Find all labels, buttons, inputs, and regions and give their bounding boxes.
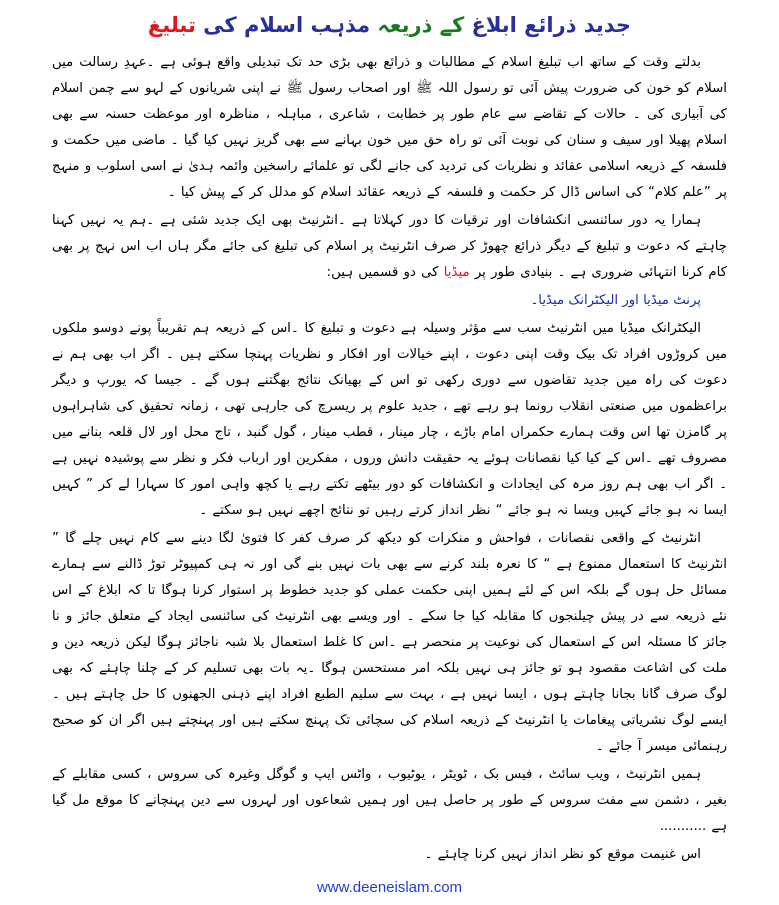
title-segment-3: مذہب اسلام کی [195, 13, 371, 37]
title-segment-1: جدید ذرائع ابلاغ [471, 13, 632, 37]
paragraph-3: الیکٹرانک میڈیا میں انٹرنیٹ سب سے مؤثر وسیلہ ہے دعوت و تبلیغ کا ۔اس کے ذریعہ ہم تقریباً پونے دوسو ملکوں میں کروڑوں افراد تک بیک وقت اپنی دعوت ، اپنے خیالات اور افکار و نظریات پہنچا سکتے ہیں ۔ اگر اب بھی ہم نے دعوت کی راہ میں جدید تقاضوں سے دوری رکھی تو اس کے بھیانک نتائج بھگتنے ہوں گے ۔ جیسا کہ یورپ و دیگر براعظموں میں صنعتی انقلاب رونما ہو رہے تھے ، جدید علوم پر ریسرچ کی جارہی تھی ، زمانہ تحقیق کی شاہراہوں پر گامزن تھا اس وقت ہمارے حکمراں امام باڑے ، چار مینار ، قطب مینار ، گول گنبد ، تاج محل اور لال قلعہ بنانے میں مصروف تھے ۔اس کے کیا کیا نقصانات ہوئے یہ حقیقت دانش وروں ، مفکرین اور ارباب فکر و نظر سے پوشیدہ نہیں ہے ۔ اگر اب بھی ہم روز مرہ کی ایجادات و انکشافات کو دور بیٹھے تکتے رہے یا کچھ واہی امور کا سہارا لے کر ” کہیں ایسا نہ ہو جائے کہیں ویسا نہ ہو جائے “ نظر انداز کرتے رہیں تو نتائج اچھے نہیں ہو سکتے ۔ [52, 321, 727, 518]
paragraph-4: انٹرنیٹ کے واقعی نقصانات ، فواحش و منکرات کو دیکھ کر صرف کفر کا فتویٰ لگا دینے سے کام نہیں چلے گا ” انٹرنیٹ کا استعمال ممنوع ہے “ کا نعرہ بلند کرنے سے بھی بات نہیں بنے گی اور نہ ہی کمپیوٹر توڑ ڈالنے سے ہمارے مسائل حل ہوں گے بلکہ اس کے لئے ہمیں اپنی حکمت عملی کو جدید خطوط پر استوار کرنا ہوگا تا کہ ابلاغ کے اس نئے ذریعہ سے در پیش چیلنجوں کا مقابلہ کیا جا سکے ۔ اور ویسے بھی انٹرنیٹ کی سائنسی ایجاد کے متعلق جائز و نا جائز کا مسئلہ اس کے استعمال کی نوعیت پر منحصر ہے ۔اس کا غلط استعمال بلا شبہ ناجائز ہوگا لیکن ذریعہ دین و ملت کی اشاعت مقصود ہو تو جائز ہی نہیں بلکہ امر مستحسن ہوگا ۔یہ بات بھی تسلیم کر کے چلنا چاہئے کہ بھی لوگ صرف گانا بجانا چاہتے ہوں ، ایسا نہیں ہے ، بہت سے سلیم الطبع افراد اپنے ذہنی الجھنوں کا حل چاہتے ہیں ۔ ایسے لوگ نشریاتی پیغامات یا انٹرنیٹ کے ذریعہ اسلام کی سچائی تک پہنچ سکتے ہیں اور پہنچتے ہیں اگر ان کو صحیح رہنمائی میسر آ جائے ۔ [52, 531, 727, 754]
title-segment-4: تبلیغ [147, 13, 196, 37]
page-title [52, 8, 727, 42]
paragraph-2 [52, 208, 727, 286]
subheading-media-types: پرنٹ میڈیا اور الیکٹرانک میڈیا۔ [530, 293, 701, 308]
paragraph-1: بدلتے وقت کے ساتھ اب تبلیغ اسلام کے مطالبات و ذرائع بھی بڑی حد تک تبدیلی واقع ہوئی ہے ۔عہدِ رسالت میں اسلام کو خون کی ضرورت پیش آئی تو رسول اللہ ﷺ اور اصحاب رسول ﷺ نے اپنی شریانوں کے لہو سے چمن اسلام کی آبیاری کی ۔ حالات کے تقاضے سے عام طور پر خطابت ، شاعری ، مباہلہ ، مناظرہ اور موعظت حسنہ سے بھی اسلام پھیلا اور سیف و سنان کی نوبت آئی تو راہ حق میں خون بہانے سے بھی گریز نہیں کیا گیا ۔ ماضی میں حکمت و فلسفہ کے ذریعہ اسلامی عقائد و نظریات کی تردید کی جانے لگی تو علمائے راسخین وائمہ ہدیٰ نے اسی اسلوب و منہج پر ”علم کلام“ کی اساس ڈال کر حکمت و فلسفہ کے ذریعہ عقائد اسلام کو مدلل کر کے پیش کیا ۔ [52, 55, 727, 200]
media-label: میڈیا [443, 265, 470, 280]
paragraph-6: اس غنیمت موقع کو نظر انداز نہیں کرنا چاہئے ۔ [424, 847, 701, 862]
paragraph-5: ہمیں انٹرنیٹ ، ویب سائٹ ، فیس بک ، ٹویٹر ، یوٹیوب ، واٹس ایپ و گوگل وغیرہ کی سروس ، کسی مقابلے کے بغیر ، دشمن سے مفت سروس کے طور پر حاصل ہیں اور ہمیں شعاعوں اور لہروں سے دین پہنچانے کا موقع مل گیا ہے ........... [52, 767, 727, 834]
media-suffix: کی دو قسمیں ہیں: [326, 265, 444, 280]
title-segment-2: کے ذریعہ [370, 13, 472, 37]
footer-url[interactable]: www.deeneislam.com [316, 879, 463, 896]
paragraph-2-text: ہمارا یہ دور سائنسی انکشافات اور ترقیات کا دور کہلاتا ہے ۔انٹرنیٹ بھی ایک جدید شئی ہے ۔ہم یہ نہیں کہنا چاہتے کہ دعوت و تبلیغ کے دیگر ذرائع چھوڑ کر صرف انٹرنیٹ پر اسلام کی تبلیغ کی جائے مگر ہاں اب اس نہج پر بھی کام کرنا انتہائی ضروری ہے ۔ بنیادی طور پر [52, 213, 727, 280]
